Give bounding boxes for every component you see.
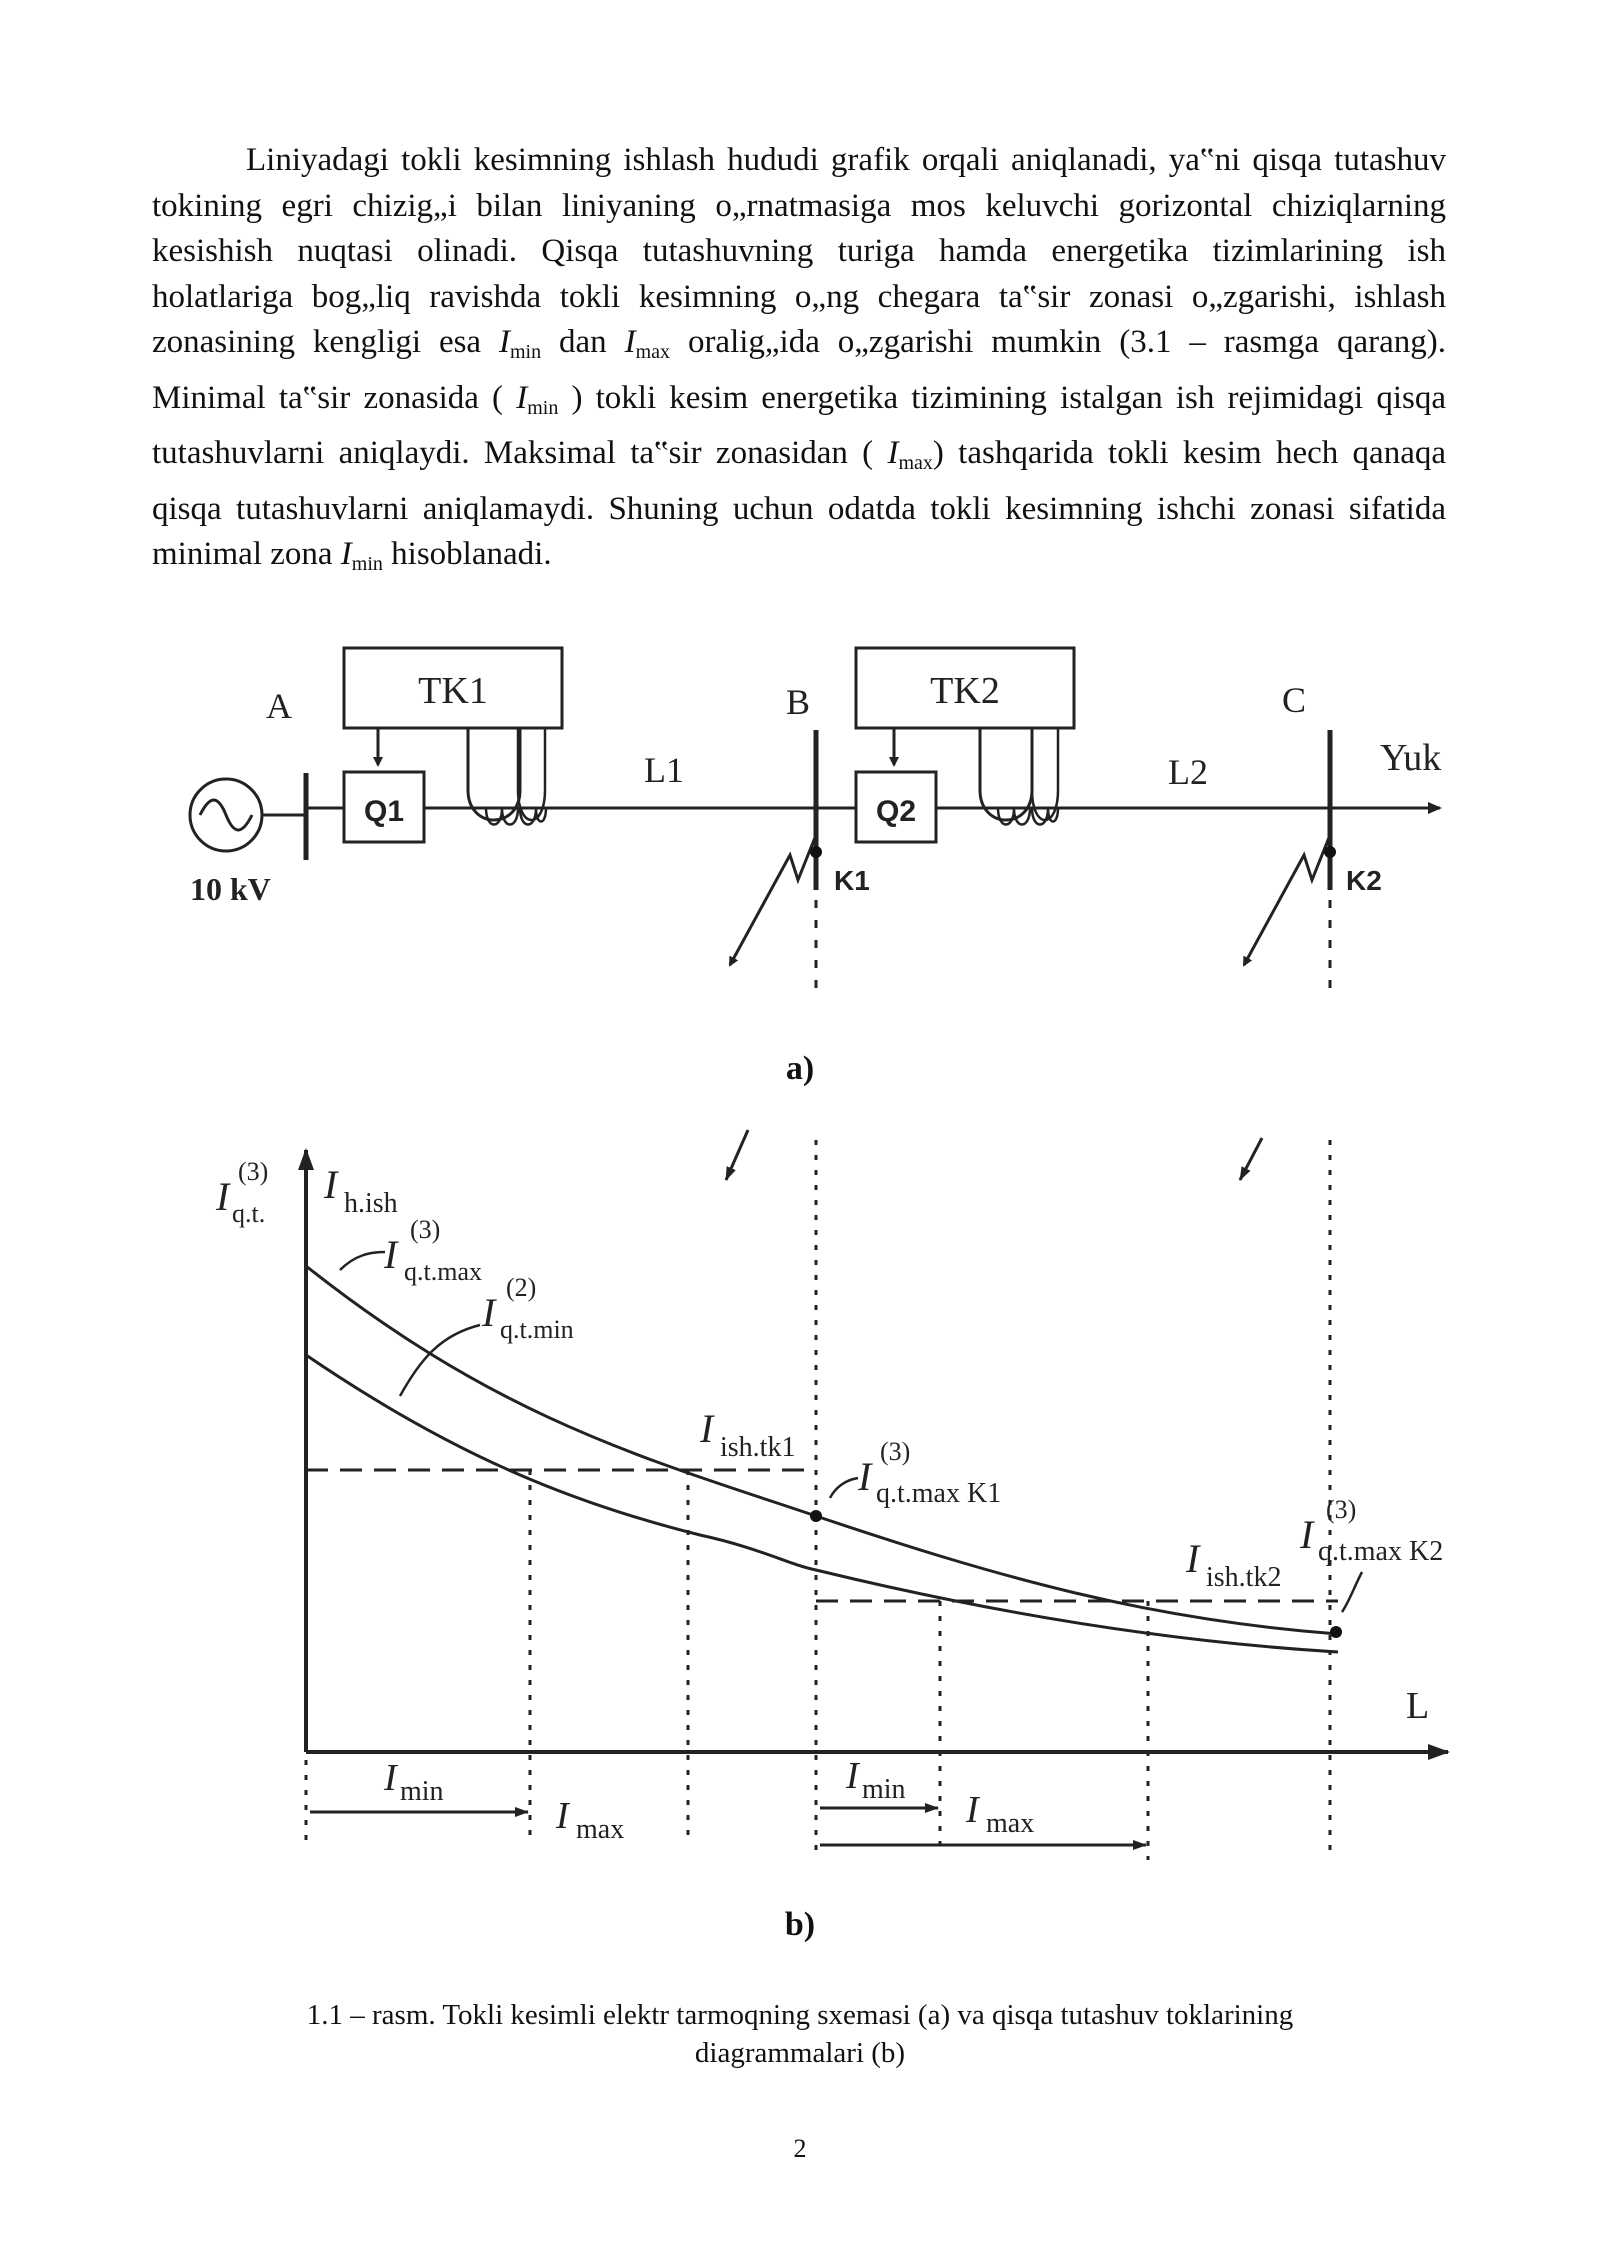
point-k1-label: I (858, 1454, 872, 1499)
relay-tk1-label: TK1 (418, 670, 488, 712)
setting-tk1-label: I (700, 1406, 714, 1451)
svg-text:(2): (2) (506, 1273, 537, 1302)
svg-text:max: max (576, 1814, 625, 1845)
x-axis-label: L (1406, 1685, 1430, 1727)
curve-qt-max-label: I (384, 1232, 398, 1277)
fault-k1-arrow (730, 835, 816, 965)
panel-b-label: b) (784, 1906, 816, 1943)
svg-text:min: min (400, 1776, 444, 1807)
breaker-q2-label: Q2 (875, 795, 917, 828)
paragraph-text-1: Liniyadagi tokli kesimning ishlash hududi grafik orqali aniqlanadi, ya‟ni qisqa tutashuv tokining egri chizig„i bilan liniyaning o„rnatmasiga mos keluvchi gorizontal chiziqlarning kesishish nuqtasi olinadi. Qisqa tutashuvning turiga hamda energetika tizimlarining ish holatlariga bog„liq ravishda tokli kesimning o„ng chegara ta‟sir zonasi o„zgarishi, ishlash zonasining kengligi esa (152, 142, 1446, 360)
i-min-symbol: $I_{min}$ (499, 324, 542, 363)
paragraph-text-3: oralig„ida o„zgarishi mumkin (3.1 – rasmga qarang). Minimal ta‟sir zonasida ( (152, 324, 1446, 416)
fault-k2-arrow (1244, 835, 1330, 965)
zone-imax-2: I (966, 1789, 979, 1831)
page-number: 2 (793, 2134, 807, 2163)
fault-k1-label: K1 (834, 865, 870, 896)
breaker-q1-label: Q1 (363, 795, 405, 828)
point-k2-label: I (1300, 1512, 1314, 1557)
svg-text:q.t.max K2: q.t.max K2 (1318, 1536, 1444, 1567)
i-max-symbol: $I_{max}$ (624, 324, 671, 363)
i-max-symbol: $I_{max}$ (887, 435, 933, 474)
svg-text:(3): (3) (238, 1157, 269, 1186)
figure-caption: 1.1 – rasm. Tokli kesimli elektr tarmoqning sxemasi (a) va qisqa tutashuv toklarining diagrammalari (b) (306, 1999, 1294, 2069)
paragraph-text-6: hisoblanadi. (382, 536, 552, 572)
svg-text:ish.tk2: ish.tk2 (1206, 1562, 1282, 1593)
svg-text:(3): (3) (410, 1215, 441, 1244)
svg-text:max: max (986, 1808, 1035, 1839)
current-diagram (0, 1110, 1600, 1890)
svg-text:(3): (3) (1326, 1495, 1357, 1524)
node-b-label: B (786, 682, 811, 722)
network-schematic (0, 640, 1600, 1020)
svg-text:h.ish: h.ish (344, 1188, 398, 1219)
panel-a-label: a) (785, 1050, 815, 1087)
svg-text:ish.tk1: ish.tk1 (720, 1432, 796, 1463)
setting-tk2-label: I (1186, 1536, 1200, 1581)
y-axis-label: I (216, 1174, 230, 1219)
node-a-label: A (266, 686, 292, 726)
curve-qt-min (306, 1355, 1338, 1652)
i-min-symbol: $I_{min}$ (340, 536, 383, 575)
body-paragraph (152, 138, 1446, 588)
paragraph-text-5: ) tashqarida tokli kesim hech qanaqa qisqa tutashuvlarni aniqlamaydi. Shuning uchun odatda tokli kesimning ishchi zonasi sifatida minimal zona (152, 435, 1446, 572)
zone-imin-1: I (384, 1757, 397, 1799)
curve-qt-max (306, 1266, 1338, 1634)
svg-text:min: min (862, 1774, 906, 1805)
i-min-symbol: $I_{min}$ (516, 379, 559, 419)
y-axis-label-hish: I (324, 1162, 338, 1207)
voltage-label: 10 kV (190, 871, 271, 907)
line-l1-label: L1 (644, 750, 684, 790)
load-label: Yuk (1380, 737, 1442, 779)
fault-k2-label: K2 (1346, 865, 1382, 896)
line-l2-label: L2 (1168, 752, 1208, 792)
relay-tk2-label: TK2 (930, 670, 1000, 712)
node-c-label: C (1282, 680, 1307, 720)
svg-text:q.t.max K1: q.t.max K1 (876, 1478, 1002, 1509)
zone-imax-1: I (556, 1795, 569, 1837)
svg-text:q.t.max: q.t.max (404, 1257, 482, 1286)
paragraph-text-4: ) tokli kesim energetika tizimining istalgan ish rejimidagi qisqa tutashuvlarni aniqlaydi. Maksimal ta‟sir zonasidan ( (152, 379, 1446, 471)
svg-text:q.t.: q.t. (232, 1199, 266, 1228)
svg-text:q.t.min: q.t.min (500, 1315, 574, 1344)
zone-imin-2: I (846, 1755, 859, 1797)
paragraph-text-2: dan (541, 324, 625, 360)
curve-qt-min-label: I (482, 1290, 496, 1335)
svg-text:(3): (3) (880, 1437, 911, 1466)
